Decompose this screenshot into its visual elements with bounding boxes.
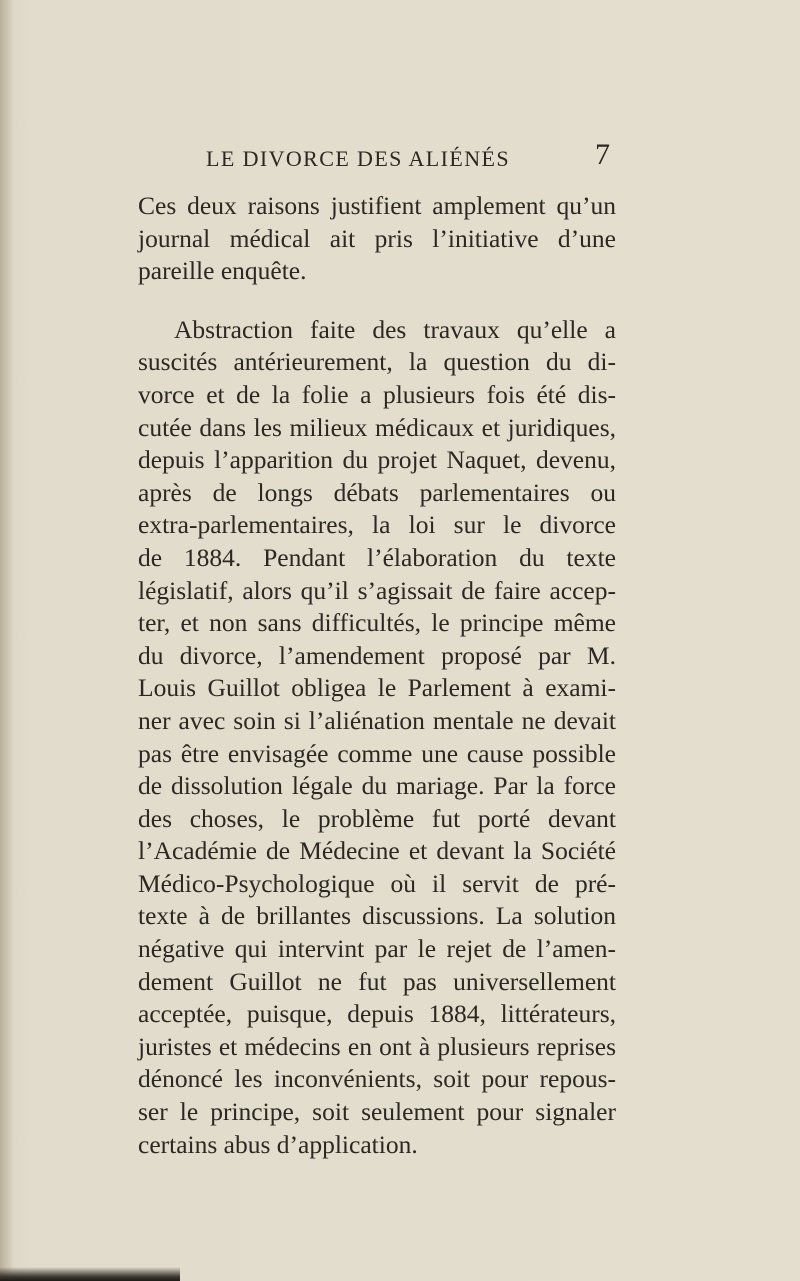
text-line: depuis l’apparition du projet Naquet, devenu,: [138, 445, 616, 475]
text-line: cutée dans les milieux médicaux et juridiques,: [138, 412, 616, 442]
text-line: législatif, alors qu’il s’agissait de faire accep-: [138, 575, 616, 605]
text-line: suscités antérieurement, la question du di-: [138, 347, 616, 377]
text-line: Médico-Psychologique où il servit de pré-: [138, 868, 616, 898]
text-line: Abstraction faite des travaux qu’elle a: [174, 314, 616, 344]
paragraph-1: [138, 190, 616, 288]
text-line: des choses, le problème fut porté devant: [138, 803, 616, 833]
running-title: LE DIVORCE DES ALIÉNÉS: [206, 146, 510, 171]
paragraph-2: [138, 314, 616, 1161]
page-number: 7: [595, 138, 610, 171]
text-line: de 1884. Pendant l’élaboration du texte: [138, 542, 616, 572]
text-line: ner avec soin si l’aliénation mentale ne devait: [138, 705, 616, 735]
page-binding-edge: [0, 0, 14, 1281]
text-line: certains abus d’application.: [138, 1129, 418, 1159]
text-line: ser le principe, soit seulement pour signaler: [138, 1097, 616, 1127]
text-line: journal médical ait pris l’initiative d’une: [138, 223, 616, 253]
text-line: acceptée, puisque, depuis 1884, littérateurs,: [138, 999, 616, 1029]
text-line: Louis Guillot obligea le Parlement à exami-: [138, 673, 616, 703]
body-text: [138, 190, 616, 1161]
text-line: juristes et médecins en ont à plusieurs reprises: [138, 1031, 616, 1061]
text-line: du divorce, l’amendement proposé par M.: [138, 640, 616, 670]
text-line: ter, et non sans difficultés, le principe même: [138, 608, 616, 638]
text-line: après de longs débats parlementaires ou: [138, 477, 616, 507]
text-line: extra-parlementaires, la loi sur le divorce: [138, 510, 616, 540]
text-line: pareille enquête.: [138, 256, 307, 286]
text-line: dement Guillot ne fut pas universellement: [138, 966, 616, 996]
text-line: dénoncé les inconvénients, soit pour repous-: [138, 1064, 616, 1094]
text-line: vorce et de la folie a plusieurs fois été dis-: [138, 379, 616, 409]
text-line: pas être envisagée comme une cause possible: [138, 738, 616, 768]
running-head: [206, 138, 610, 178]
text-line: Ces deux raisons justifient amplement qu’un: [138, 191, 616, 220]
paragraph-gap: [138, 288, 616, 314]
text-line: texte à de brillantes discussions. La solution: [138, 901, 616, 931]
text-line: l’Académie de Médecine et devant la Société: [138, 836, 616, 866]
text-line: de dissolution légale du mariage. Par la force: [138, 771, 616, 801]
text-line: négative qui intervint par le rejet de l’amen-: [138, 934, 616, 964]
page-bottom-shadow: [0, 1267, 180, 1281]
